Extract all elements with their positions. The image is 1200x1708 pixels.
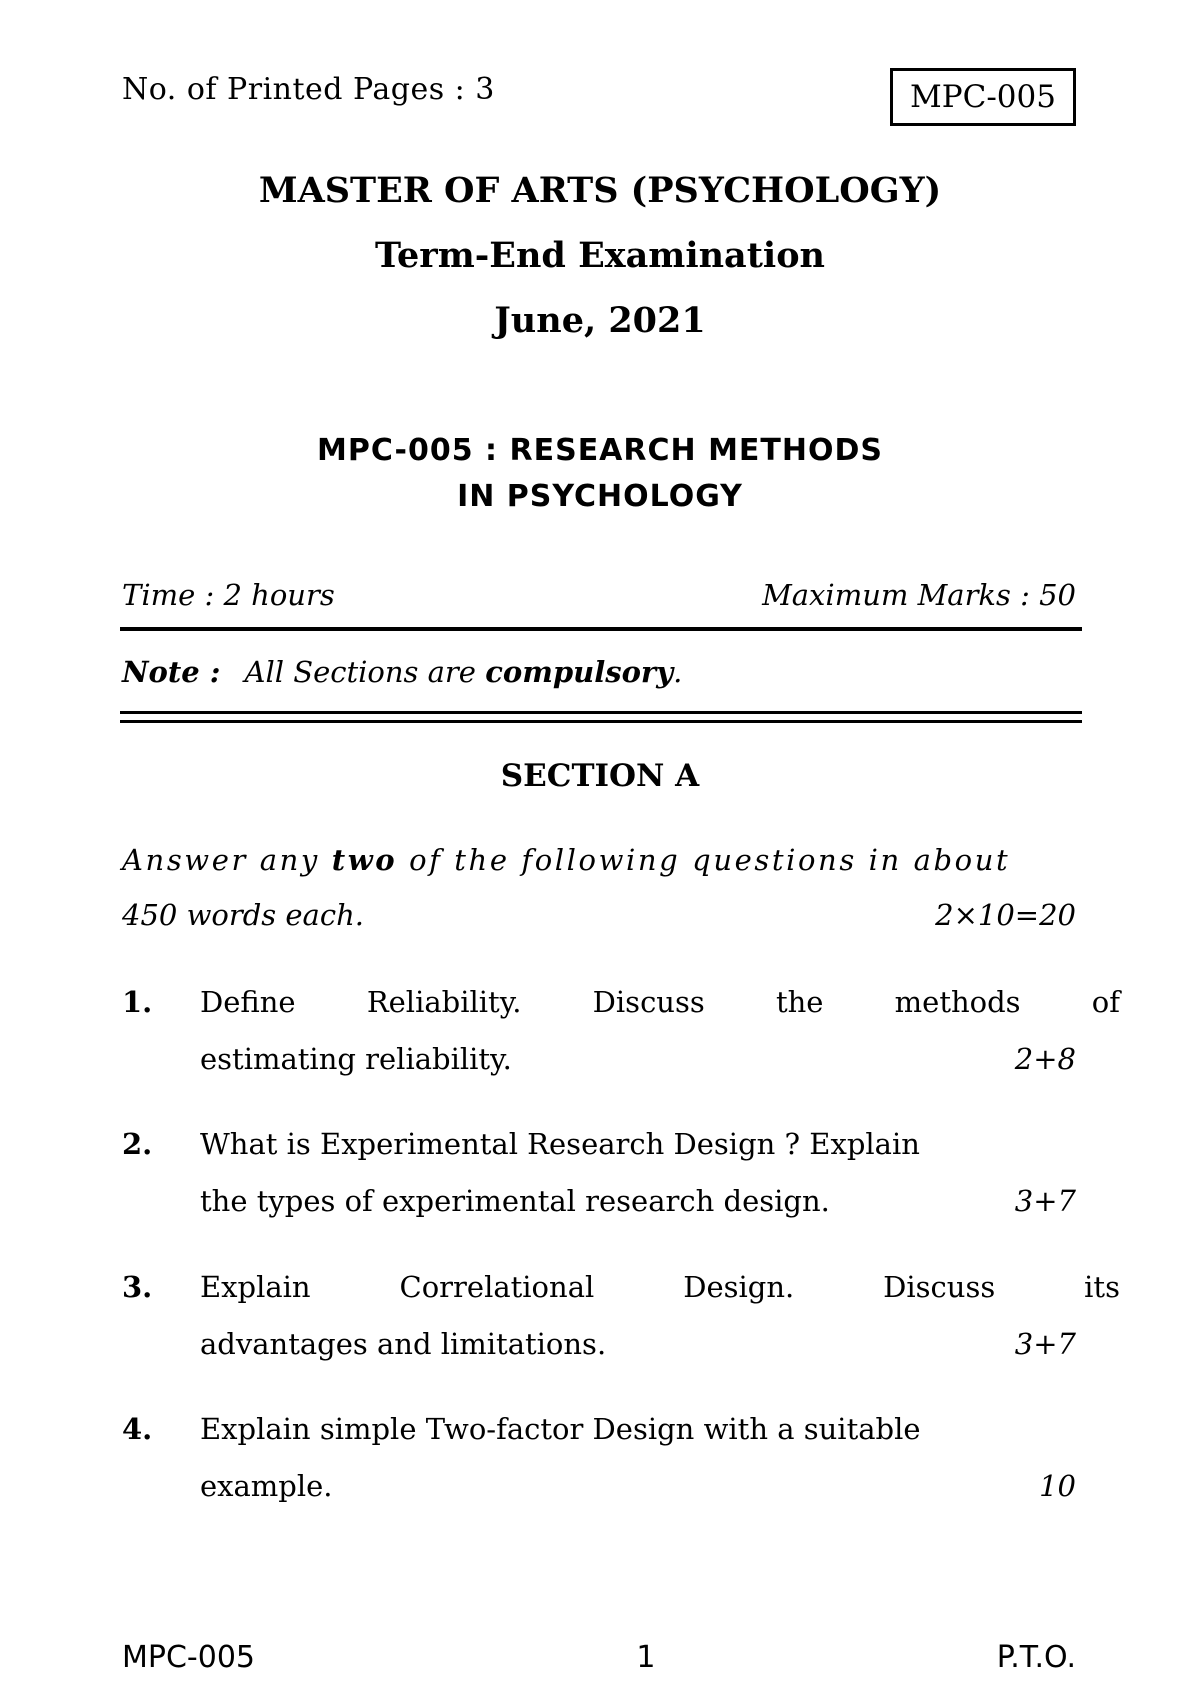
question-number: 2. xyxy=(122,1127,153,1161)
question-word: Discuss xyxy=(592,985,705,1019)
question-text-line-1 xyxy=(200,1270,1120,1304)
footer-paper-code: MPC-005 xyxy=(122,1640,256,1675)
printed-pages-count: No. of Printed Pages : 3 xyxy=(122,72,495,107)
question-number: 3. xyxy=(122,1270,153,1304)
question-text-line-2 xyxy=(200,1327,1076,1361)
question-text-line-1: What is Experimental Research Design ? Explain xyxy=(200,1127,920,1161)
note-text-end: . xyxy=(673,655,683,689)
paper-code-box: MPC-005 xyxy=(890,68,1076,126)
note-emphasis: compulsory xyxy=(485,655,674,689)
double-divider-line xyxy=(120,711,1082,723)
maximum-marks: Maximum Marks : 50 xyxy=(762,578,1076,612)
degree-title: MASTER OF ARTS (PSYCHOLOGY) xyxy=(258,170,942,211)
marks-scheme: 2×10=20 xyxy=(935,898,1076,932)
course-title-line-2: IN PSYCHOLOGY xyxy=(457,479,743,514)
question-text: the types of experimental research design. xyxy=(200,1184,830,1218)
note-text: All Sections are xyxy=(244,655,486,689)
question-word: its xyxy=(1084,1270,1120,1304)
exam-date: June, 2021 xyxy=(494,300,706,341)
instruction-text: Answer any xyxy=(122,843,332,877)
question-marks: 3+7 xyxy=(1014,1327,1076,1361)
question-number: 4. xyxy=(122,1412,153,1446)
question-text-line-1: Explain simple Two-factor Design with a suitable xyxy=(200,1412,921,1446)
please-turn-over: P.T.O. xyxy=(996,1640,1076,1675)
question-text-line-2 xyxy=(200,1184,1076,1218)
question-text-line-2 xyxy=(200,1469,1076,1503)
section-instruction-line-2 xyxy=(122,898,1076,932)
question-word: Correlational xyxy=(399,1270,595,1304)
question-text: advantages and limitations. xyxy=(200,1327,607,1361)
question-marks: 2+8 xyxy=(1014,1042,1076,1076)
time-allowed: Time : 2 hours xyxy=(122,578,335,612)
question-marks: 3+7 xyxy=(1014,1184,1076,1218)
divider-line xyxy=(120,627,1082,631)
section-instruction-line-1 xyxy=(122,843,1012,877)
note-label: Note : xyxy=(122,655,221,689)
question-text: example. xyxy=(200,1469,333,1503)
exam-meta-row xyxy=(122,578,1076,612)
page-number: 1 xyxy=(636,1640,656,1675)
question-word: Explain xyxy=(200,1270,311,1304)
instruction-words: 450 words each. xyxy=(122,898,364,932)
page-footer xyxy=(122,1640,1076,1675)
question-number: 1. xyxy=(122,985,153,1019)
question-text: estimating reliability. xyxy=(200,1042,512,1076)
question-text-line-2 xyxy=(200,1042,1076,1076)
question-word: Define xyxy=(200,985,296,1019)
instruction-emphasis: two xyxy=(331,843,398,877)
instruction-text-end: of the following questions in about xyxy=(397,843,1011,877)
note xyxy=(122,655,682,689)
question-word: Discuss xyxy=(883,1270,996,1304)
question-word: Reliability. xyxy=(366,985,522,1019)
question-word: of xyxy=(1091,985,1120,1019)
course-title-line-1: MPC-005 : RESEARCH METHODS xyxy=(316,433,883,468)
section-a-heading: SECTION A xyxy=(500,758,700,794)
question-marks: 10 xyxy=(1039,1469,1076,1503)
question-word: the xyxy=(775,985,824,1019)
question-text-line-1 xyxy=(200,985,1120,1019)
question-word: methods xyxy=(894,985,1021,1019)
exam-type-title: Term-End Examination xyxy=(374,235,825,276)
question-word: Design. xyxy=(683,1270,795,1304)
